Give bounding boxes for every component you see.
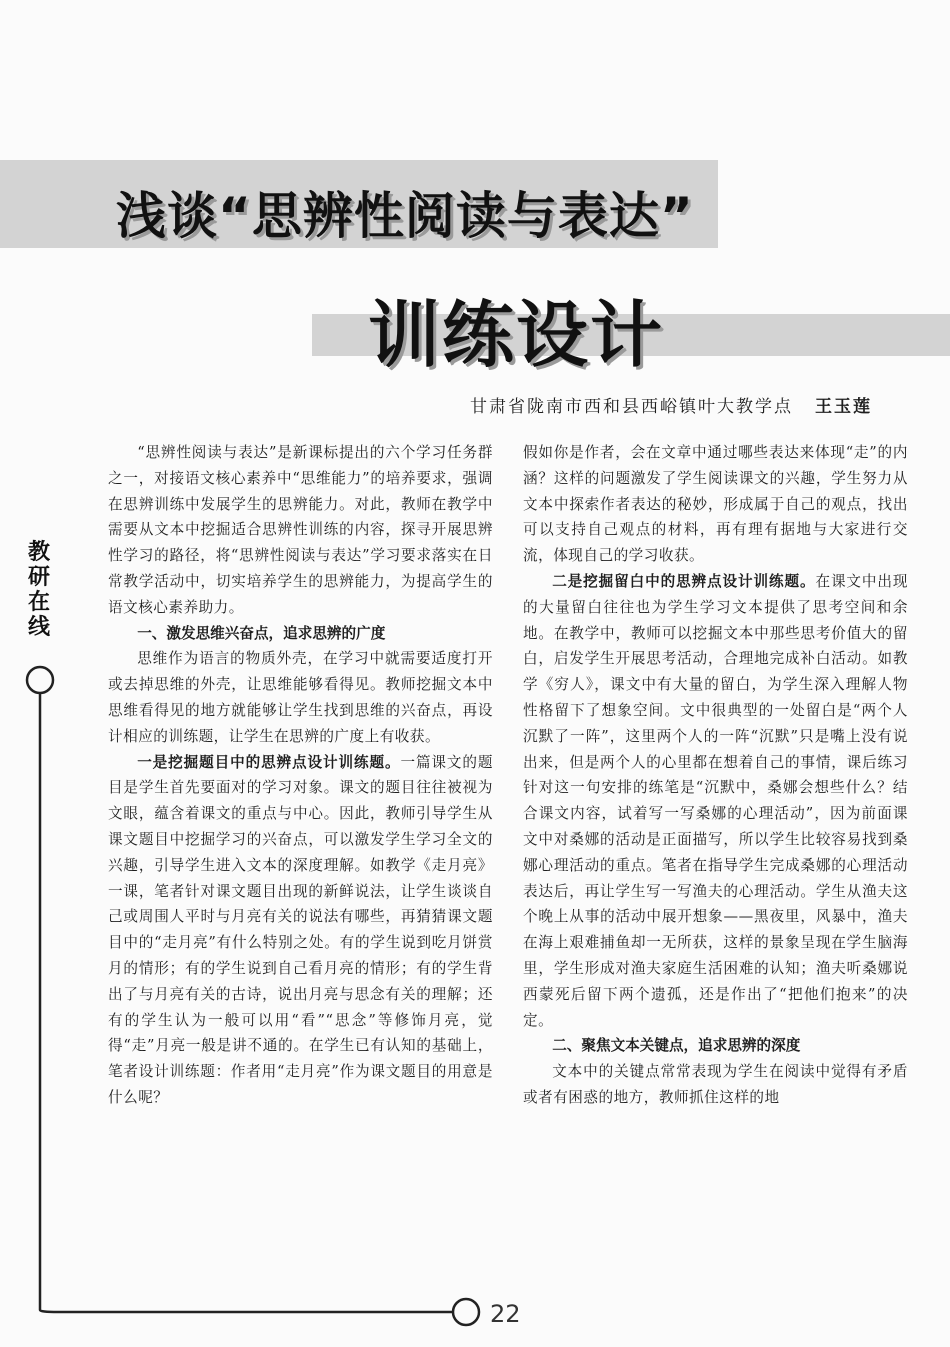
- paragraph-lead: 二是挖掘留白中的思辨点设计训练题。: [552, 572, 816, 590]
- author-name: 王玉莲: [815, 397, 872, 417]
- body-paragraph: 思维作为语言的物质外壳，在学习中就需要适度打开或去掉思维的外壳，让思维能够看得见。教师挖掘文本中思维看得见的地方就能够让学生找到思维的兴奋点，再设计相应的训练题，让学生在思辨的广度上有收获。: [108, 650, 493, 745]
- affiliation: 甘肃省陇南市西和县西峪镇叶大教学点: [470, 397, 793, 417]
- body-paragraph: 文本中的关键点常常表现为学生在阅读中觉得有矛盾或者有困惑的地方，教师抓住这样的地: [523, 1063, 908, 1106]
- paragraph-text: 在课文中出现的大量留白往往也为学生学习文本提供了思考空间和余地。在教学中，教师可以挖掘文本中那些思考价值大的留白，启发学生开展思考活动，合理地完成补白活动。如教学《穷人》，课文中有大量的留白，为学生深入理解人物性格留下了想象空间。文中很典型的一处留白是“两个人沉默了一阵”，这里两个人的一阵“沉默”只是嘴上没有说出来，但是两个人的心里都在想着自己的事情，课后练习针对这一句安排的练笔是“沉默中，桑娜会想些什么？结合课文内容，试着写一写桑娜的心理活动”，因为前面课文中对桑娜的活动是正面描写，所以学生比较容易找到桑娜心理活动的重点。笔者在指导学生完成桑娜的心理活动表达后，再让学生写一写渔夫的心理活动。学生从渔夫这个晚上从事的活动中展开想象——黑夜里，风暴中，渔夫在海上艰难捕鱼却一无所获，这样的景象呈现在学生脑海里，学生形成对渔夫家庭生活困难的认知；渔夫听桑娜说西蒙死后留下两个遗孤，还是作出了“把他们抱来”的决定。: [523, 572, 908, 1029]
- section-heading-1: 一、激发思维兴奋点，追求思辨的广度: [137, 624, 386, 642]
- article-title-line2: 训练设计: [368, 293, 665, 377]
- body-paragraph: [108, 750, 493, 1111]
- paragraph-text: 一篇课文的题目是学生首先要面对的学习对象。课文的题目往往被视为文眼，蕴含着课文的重点与中心。因此，教师引导学生从课文题目中挖掘学习的兴奋点，可以激发学生学习全文的兴趣，引导学生进入文本的深度理解。如教学《走月亮》一课，笔者针对课文题目出现的新鲜说法，让学生谈谈自己或周围人平时与月亮有关的说法有哪些，再猜猜课文题目中的“走月亮”有什么特别之处。有的学生说到吃月饼赏月的情形；有的学生说到自己看月亮的情形；有的学生背出了与月亮有关的古诗，说出月亮与思念有关的理解；还有的学生认为一般可以用“看”“思念”等修饰月亮，觉得“走”月亮一般是讲不通的。在学生已有认知的基础上，笔者设计训练题：作者用“走月亮”作为课文题目的用意是什么呢？: [108, 753, 493, 1106]
- byline: [470, 392, 872, 417]
- right-column: [523, 440, 908, 1111]
- article-title-line1: 浅谈“思辨性阅读与表达”: [116, 187, 694, 245]
- continued-paragraph: 假如你是作者，会在文章中通过哪些表达来体现“走”的内涵？这样的问题激发了学生阅读课文的兴趣，学生努力从文本中探索作者表达的秘妙，形成属于自己的观点，找出可以支持自己观点的材料，再有理有据地与大家进行交流，体现自己的学习收获。: [523, 444, 908, 565]
- paragraph-lead: 一是挖掘题目中的思辨点设计训练题。: [137, 753, 401, 771]
- body-paragraph: [523, 569, 908, 1033]
- page-number: 22: [490, 1300, 521, 1328]
- section-label: 教研在线: [27, 540, 50, 640]
- section-heading-2: 二、聚焦文本关键点，追求思辨的深度: [552, 1037, 801, 1055]
- intro-paragraph: “思辨性阅读与表达”是新课标提出的六个学习任务群之一，对接语文核心素养中“思维能力”的培养要求，强调在思辨训练中发展学生的思辨能力。对此，教师在教学中需要从文本中挖掘适合思辨性训练的内容，探寻开展思辨性学习的路径，将“思辨性阅读与表达”学习要求落实在日常教学活动中，切实培养学生的思辨能力，为提高学生的语文核心素养助力。: [108, 444, 493, 616]
- left-column: [108, 440, 493, 1111]
